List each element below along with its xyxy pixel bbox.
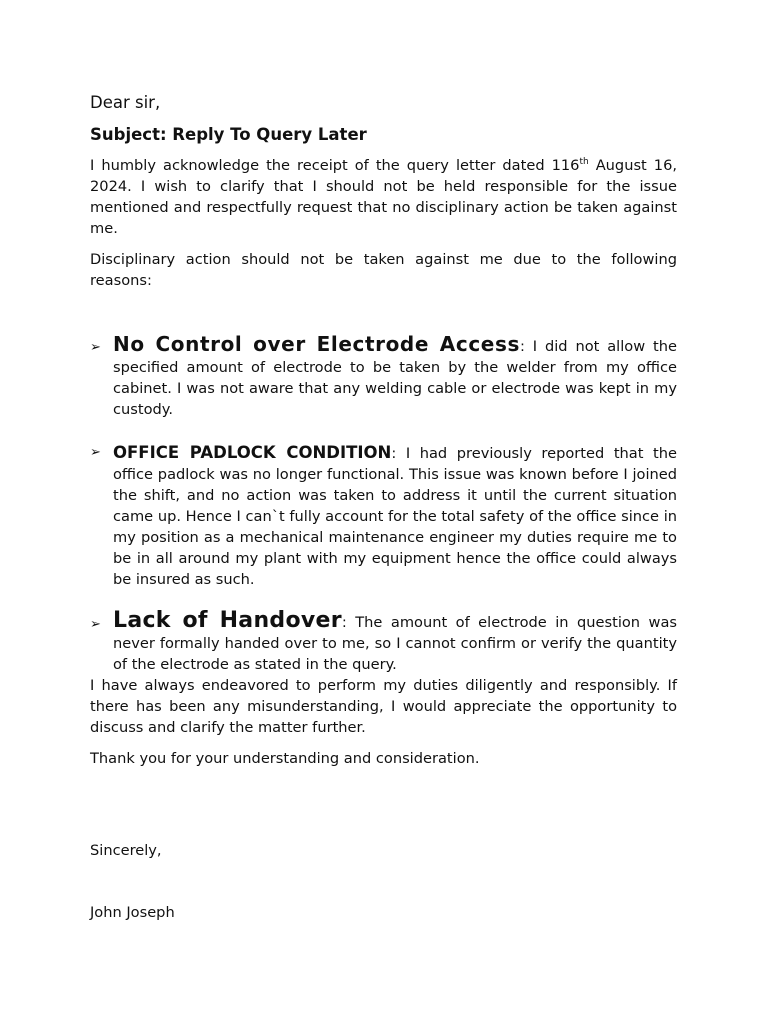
ordinal-suffix: th xyxy=(579,157,589,168)
reason-text: : The amount of electrode in question was never formally handed over to me, so I cannot confirm or verify the quantity of the electrode as stated in the query. xyxy=(113,614,678,673)
reason-text: : I did not allow the specified amount of electrode to be taken by the welder from my office cabinet. I was not aware that any welding cable or electrode was kept in my custody. xyxy=(113,338,677,418)
subject-line: Subject: Reply To Query Later xyxy=(90,125,367,144)
list-item xyxy=(90,442,677,590)
intro-text-start: I humbly acknowledge the receipt of the query letter dated 116 xyxy=(90,157,580,174)
reason-heading: Lack of Handover xyxy=(113,608,342,633)
conclusion-paragraph: I have always endeavored to perform my duties diligently and responsibly. If there has been any misunderstanding, I would appreciate the opportunity to discuss and clarify the matter further. xyxy=(90,677,677,736)
reasons-intro: Disciplinary action should not be taken against me due to the following reasons: xyxy=(90,251,677,289)
list-item xyxy=(90,334,677,420)
signature-name: John Joseph xyxy=(90,904,175,921)
list-item xyxy=(90,610,677,675)
reason-text: : I had previously reported that the office padlock was no longer functional. This issue was known before I joined the shift, and no action was taken to address it until the current situation came up. Hence I can`t fully account for the total safety of the office since in my position as a mechanical maintenance engineer my duties require me to be in all around my plant with my equipment hence the office could always be insured as such. xyxy=(113,445,677,588)
letter-body xyxy=(90,92,678,921)
reasons-list xyxy=(90,334,677,675)
intro-text-end: August 16, 2024. I wish to clarify that I should not be held responsible for the issue mentioned and respectfully request that no disciplinary action be taken against me. xyxy=(90,157,677,237)
arrow-bullet-icon: ➢ xyxy=(90,445,101,460)
reason-heading: No Control over Electrode Access xyxy=(113,332,520,356)
thanks-paragraph: Thank you for your understanding and consideration. xyxy=(90,750,480,767)
arrow-bullet-icon: ➢ xyxy=(90,617,101,632)
arrow-bullet-icon: ➢ xyxy=(90,340,101,355)
reason-heading: OFFICE PADLOCK CONDITION xyxy=(113,443,392,462)
intro-paragraph xyxy=(90,155,677,239)
sign-off: Sincerely, xyxy=(90,842,162,859)
greeting: Dear sir, xyxy=(90,93,161,112)
